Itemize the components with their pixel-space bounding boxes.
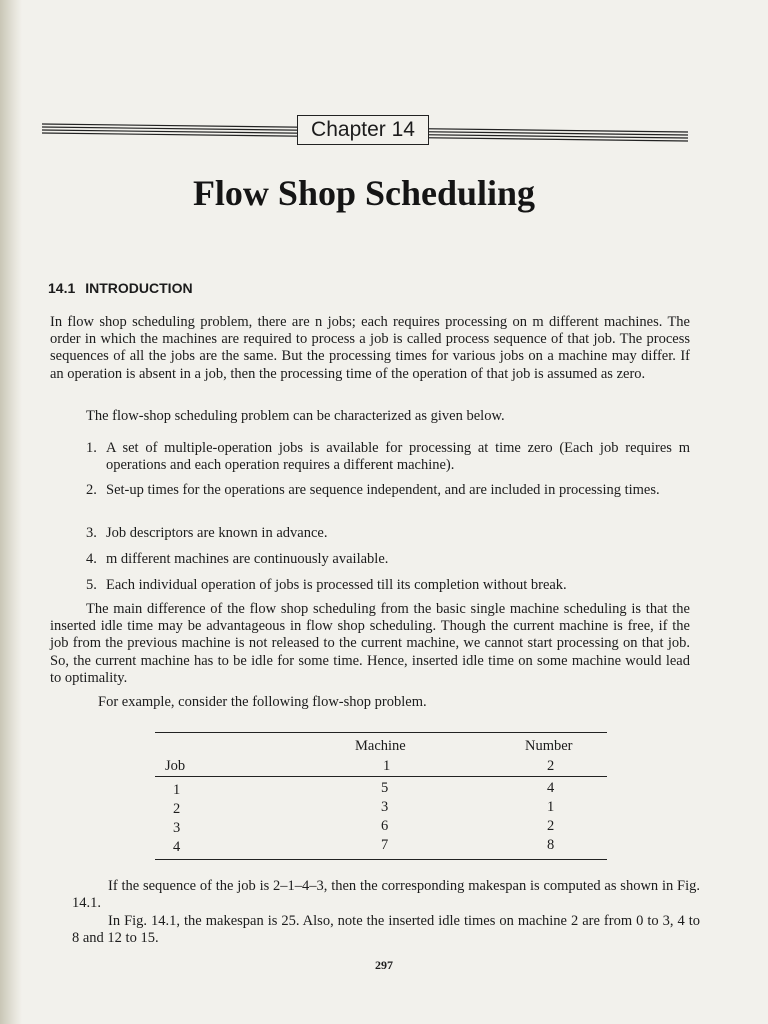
table-cell-m1: 3: [381, 799, 389, 815]
list-item: [86, 525, 690, 542]
paragraph-sequence: If the sequence of the job is 2–1–4–3, then the corresponding makespan is computed as shown in Fig. 14.1.: [72, 878, 700, 912]
list-item: [86, 577, 690, 594]
table-bottom-rule: [155, 859, 607, 860]
list-item-number: 5.: [86, 577, 97, 593]
table-top-rule: [155, 732, 607, 733]
paragraph-intro: In flow shop scheduling problem, there are n jobs; each requires processing on m different machines. The order in which the machines are required to process a job is called process sequence of that job. The process sequences of all the jobs are the same. But the processing times for various jobs on a machine may differ. If an operation is absent in a job, then the processing time of the operation of that job is assumed as zero.: [50, 314, 690, 382]
header-machine: Machine: [355, 738, 406, 754]
list-item-number: 2.: [86, 482, 97, 498]
page-number: 297: [375, 958, 393, 972]
list-item-number: 1.: [86, 440, 97, 456]
section-number: 14.1: [48, 280, 76, 296]
table-cell-job: 3: [173, 820, 181, 836]
list-item: [86, 551, 690, 568]
paragraph-makespan: In Fig. 14.1, the makespan is 25. Also, note the inserted idle times on machine 2 are from 0 to 3, 4 to 8 and 12 to 15.: [72, 913, 700, 947]
list-item-number: 3.: [86, 525, 97, 541]
list-item-text: Each individual operation of jobs is processed till its completion without break.: [106, 577, 567, 593]
chapter-label: Chapter 14: [297, 115, 429, 145]
table-header-rule: [155, 776, 607, 777]
list-item-text: A set of multiple-operation jobs is available for processing at time zero (Each job requires m operations and each operation requires a different machine).: [106, 440, 690, 474]
chapter-banner: [42, 112, 688, 150]
table-cell-job: 2: [173, 801, 181, 817]
processing-times-table: [155, 730, 607, 862]
table-cell-job: 1: [173, 782, 181, 798]
header-number: Number: [525, 738, 573, 754]
list-item-text: Job descriptors are known in advance.: [106, 525, 328, 541]
table-cell-m2: 4: [547, 780, 555, 796]
table-cell-job: 4: [173, 839, 181, 855]
table-cell-m2: 8: [547, 837, 555, 853]
paragraph-example: For example, consider the following flow-shop problem.: [98, 694, 427, 710]
chapter-title: Flow Shop Scheduling: [192, 173, 536, 213]
header-job: Job: [165, 758, 186, 774]
list-item-number: 4.: [86, 551, 97, 567]
book-spine-shadow: [0, 0, 22, 1024]
table-cell-m1: 7: [381, 837, 389, 853]
section-heading: [48, 280, 193, 296]
table-cell-m2: 1: [547, 799, 555, 815]
list-item: [86, 440, 690, 474]
header-machine-2: 2: [547, 758, 555, 774]
header-machine-1: 1: [383, 758, 391, 774]
list-item: [86, 482, 690, 499]
paragraph-characterized: The flow-shop scheduling problem can be characterized as given below.: [86, 408, 505, 424]
list-item-text: Set-up times for the operations are sequence independent, and are included in processing times.: [106, 482, 660, 498]
table-cell-m1: 5: [381, 780, 389, 796]
table-cell-m2: 2: [547, 818, 555, 834]
list-item-text: m different machines are continuously available.: [106, 551, 389, 567]
section-title: INTRODUCTION: [85, 280, 193, 296]
table-cell-m1: 6: [381, 818, 389, 834]
paragraph-main-difference: The main difference of the flow shop scheduling from the basic single machine scheduling is that the inserted idle time may be advantageous in flow shop scheduling. Though the current machine is free, if the job from the previous machine is not released to the current machine, we cannot start processing on that job. So, the current machine has to be idle for some time. Hence, inserted idle time on some machine would lead to optimality.: [50, 601, 690, 686]
